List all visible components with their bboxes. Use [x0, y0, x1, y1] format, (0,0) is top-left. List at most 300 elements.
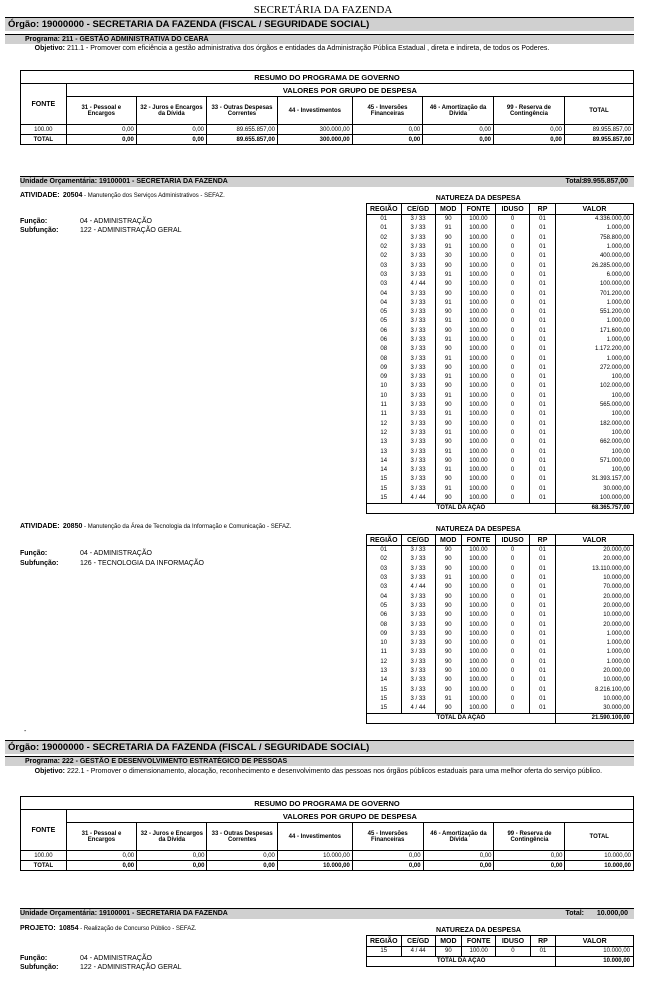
orgao-bar: Órgão: 19000000 - SECRETARIA DA FAZENDA (FISCAL / SEGURIDADE SOCIAL) — [5, 740, 634, 754]
table-cell: 3 / 33 — [401, 546, 435, 556]
table-cell: 3 / 33 — [401, 382, 435, 391]
col-header: REGIÃO — [367, 936, 402, 947]
table-cell: 1.000,00 — [555, 317, 633, 326]
table-cell: 0 — [496, 243, 530, 252]
value-cell: 0,00 — [207, 851, 277, 861]
table-cell: 91 — [435, 410, 461, 419]
table-row — [367, 565, 634, 574]
table-cell: 100.000,00 — [555, 280, 633, 289]
table-cell: 03 — [367, 261, 402, 270]
table-row — [367, 215, 634, 225]
table-row — [367, 685, 634, 694]
table-cell: 0 — [496, 574, 530, 583]
unidade-total-value: 89.955.857,00 — [583, 178, 628, 185]
table-cell: 20.000,00 — [555, 620, 633, 629]
table-cell: 100,00 — [555, 447, 633, 456]
unidade-bar — [20, 176, 634, 187]
table-cell: 3 / 33 — [401, 224, 435, 233]
total-cell: 89.955.857,00 — [564, 135, 633, 145]
table-cell: 91 — [435, 373, 461, 382]
table-cell: 10.000,00 — [555, 695, 633, 704]
table-cell: 0 — [496, 592, 530, 601]
table-cell: 90 — [435, 546, 461, 556]
table-cell: 91 — [435, 392, 461, 401]
value-cell: 0,00 — [137, 851, 207, 861]
atividade-desc: Manutenção da Área de Tecnologia da Informação e Comunicação - SEFAZ. — [87, 524, 292, 530]
table-cell: 0 — [496, 620, 530, 629]
table-cell: 3 / 33 — [401, 574, 435, 583]
table-cell: 90 — [435, 667, 461, 676]
value-cell: 10.000,00 — [277, 851, 352, 861]
table-cell: 3 / 33 — [401, 373, 435, 382]
table-cell: 90 — [435, 261, 461, 270]
table-cell: 01 — [530, 947, 556, 957]
total-cell: 0,00 — [352, 135, 423, 145]
table-row — [367, 546, 634, 556]
col-header: FONTE — [462, 936, 496, 947]
table-cell: 3 / 33 — [401, 667, 435, 676]
table-cell: 90 — [435, 475, 461, 484]
table-cell: 20.000,00 — [555, 546, 633, 556]
table-row — [367, 327, 634, 336]
table-cell: 100.00 — [461, 215, 495, 225]
table-cell: 0 — [496, 261, 530, 270]
total-cell: 0,00 — [352, 861, 423, 871]
total-cell: 0,00 — [137, 861, 207, 871]
table-cell: 01 — [530, 243, 556, 252]
table-cell: 03 — [367, 583, 402, 592]
table-cell: 01 — [530, 704, 556, 714]
table-cell: 01 — [530, 648, 556, 657]
col-header: IDUSO — [496, 936, 530, 947]
table-cell: 8.216.100,00 — [555, 685, 633, 694]
col-header: VALOR — [555, 535, 633, 546]
total-cell: 0,00 — [136, 135, 206, 145]
table-cell: 0 — [496, 485, 530, 494]
funcao-value: 04 - ADMINISTRAÇÃO — [80, 955, 152, 962]
table-cell: 100.00 — [461, 457, 495, 466]
table-cell: 100.00 — [461, 648, 495, 657]
table-cell: 02 — [367, 252, 402, 261]
objetivo — [5, 767, 634, 777]
col-header: 31 - Pessoal e Encargos — [66, 97, 136, 125]
table-cell: 100.00 — [461, 261, 495, 270]
subfuncao-value: 122 - ADMINISTRAÇÃO GERAL — [80, 964, 182, 971]
table-cell: 3 / 33 — [401, 466, 435, 475]
objetivo-text: 222.1 - Promover o dimensionamento, alocação, reconhecimento e desenvolvimento das pessoas nos órgãos públicos estaduais para uma melhor oferta do serviço público. — [67, 768, 603, 775]
table-cell: 100.00 — [461, 308, 495, 317]
table-cell: 3 / 33 — [401, 234, 435, 243]
table-cell: 0 — [496, 364, 530, 373]
table-row — [367, 494, 634, 504]
table-cell: 91 — [435, 224, 461, 233]
col-fonte: FONTE — [21, 810, 67, 851]
table-cell: 3 / 33 — [401, 392, 435, 401]
col-header: 31 - Pessoal e Encargos — [66, 823, 136, 851]
programa-bar: Programa: 222 - GESTÃO E DESENVOLVIMENTO ESTRATÉGICO DE PESSOAS — [5, 756, 634, 766]
table-cell: 01 — [530, 475, 556, 484]
table-cell: 04 — [367, 289, 402, 298]
table-cell: 100.00 — [461, 280, 495, 289]
table-row — [367, 457, 634, 466]
table-cell: 100.00 — [461, 317, 495, 326]
table-cell: 272.000,00 — [555, 364, 633, 373]
table-cell: 3 / 33 — [401, 252, 435, 261]
table-cell: 100,00 — [555, 392, 633, 401]
table-cell: 100.00 — [461, 243, 495, 252]
table-cell: 14 — [367, 676, 402, 685]
table-cell: 0 — [496, 382, 530, 391]
table-cell: 0 — [496, 457, 530, 466]
total-cell: 0,00 — [494, 135, 565, 145]
table-cell: 100.00 — [461, 429, 495, 438]
table-cell: 15 — [367, 704, 402, 714]
col-header: 32 - Juros e Encargos da Dívida — [136, 97, 206, 125]
table-cell: 20.000,00 — [555, 555, 633, 564]
table-cell: 3 / 33 — [401, 676, 435, 685]
table-cell: 90 — [435, 234, 461, 243]
natureza-header-row — [367, 535, 634, 546]
total-cell: 10.000,00 — [277, 861, 352, 871]
table-cell: 3 / 33 — [401, 243, 435, 252]
table-cell: 1.000,00 — [555, 299, 633, 308]
table-cell: 100.00 — [461, 410, 495, 419]
table-cell: 3 / 33 — [401, 648, 435, 657]
table-cell: 01 — [530, 280, 556, 289]
funcao-label: Função: — [20, 550, 48, 557]
table-cell: 100.00 — [461, 565, 495, 574]
table-cell: 90 — [435, 494, 461, 504]
table-row — [367, 592, 634, 601]
table-cell: 3 / 33 — [401, 410, 435, 419]
table-cell: 100.00 — [462, 947, 496, 957]
table-cell: 0 — [496, 420, 530, 429]
table-cell: 91 — [435, 317, 461, 326]
funcao-row — [20, 550, 365, 558]
table-cell: 01 — [530, 667, 556, 676]
valores-title: VALORES POR GRUPO DE DESPESA — [66, 810, 633, 823]
objetivo — [5, 44, 634, 54]
table-row — [367, 289, 634, 298]
table-cell: 100,00 — [555, 429, 633, 438]
table-row — [367, 252, 634, 261]
table-cell: 06 — [367, 336, 402, 345]
subfuncao-value: 126 - TECNOLOGIA DA INFORMAÇÃO — [80, 560, 204, 567]
table-cell: 01 — [530, 583, 556, 592]
table-cell: 3 / 33 — [401, 438, 435, 447]
table-cell: 0 — [496, 392, 530, 401]
table-cell: 1.000,00 — [555, 639, 633, 648]
table-cell: 100.00 — [461, 555, 495, 564]
table-cell: 0 — [496, 611, 530, 620]
table-cell: 01 — [367, 215, 402, 225]
col-header: IDUSO — [496, 535, 530, 546]
table-cell: 100.00 — [461, 392, 495, 401]
table-cell: 3 / 33 — [401, 345, 435, 354]
page-title: SECRETÁRIA DA FAZENDA — [253, 4, 393, 16]
table-row — [367, 364, 634, 373]
atividade-code: 20504 — [62, 192, 83, 199]
table-cell: 100.00 — [461, 438, 495, 447]
table-cell: 12 — [367, 658, 402, 667]
table-cell: 0 — [496, 289, 530, 298]
table-cell: 1.000,00 — [555, 224, 633, 233]
col-header: RP — [530, 204, 556, 215]
table-cell: 01 — [530, 658, 556, 667]
table-cell: 0 — [496, 676, 530, 685]
table-cell: 90 — [435, 658, 461, 667]
table-row — [367, 695, 634, 704]
table-cell: 4 / 44 — [401, 280, 435, 289]
table-cell: 01 — [530, 336, 556, 345]
table-cell: 3 / 33 — [401, 658, 435, 667]
table-cell: 0 — [496, 336, 530, 345]
col-header: 33 - Outras Despesas Correntes — [207, 823, 277, 851]
table-cell: 08 — [367, 354, 402, 363]
table-cell: 3 / 33 — [401, 327, 435, 336]
table-cell: 100.00 — [461, 466, 495, 475]
table-cell: 05 — [367, 317, 402, 326]
table-row — [367, 243, 634, 252]
table-cell: 01 — [530, 410, 556, 419]
table-cell: 31.393.157,00 — [555, 475, 633, 484]
table-cell: 01 — [530, 639, 556, 648]
table-cell: 0 — [496, 466, 530, 475]
table-row — [367, 420, 634, 429]
table-cell: 3 / 33 — [401, 289, 435, 298]
projeto-header: PROJETO: 10854 - Realização de Concurso Público - SEFAZ. — [20, 925, 197, 932]
col-header: 33 - Outras Despesas Correntes — [207, 97, 278, 125]
table-cell: 15 — [367, 947, 402, 957]
table-row — [367, 336, 634, 345]
table-cell: 0 — [496, 639, 530, 648]
table-cell: 91 — [435, 695, 461, 704]
table-cell: 91 — [435, 466, 461, 475]
table-row — [367, 261, 634, 270]
value-cell: 0,00 — [136, 125, 206, 135]
subfuncao-label: Subfunção: — [20, 560, 59, 567]
table-cell: 1.000,00 — [555, 336, 633, 345]
table-cell: 10.000,00 — [555, 611, 633, 620]
table-cell: 01 — [530, 676, 556, 685]
table-cell: 0 — [496, 327, 530, 336]
table-cell: 91 — [435, 243, 461, 252]
total-row — [367, 504, 634, 514]
natureza-caption-row — [367, 193, 634, 204]
table-cell: 90 — [435, 555, 461, 564]
table-cell: 171.600,00 — [555, 327, 633, 336]
col-header: CE/GD — [401, 936, 435, 947]
table-row — [367, 271, 634, 280]
table-cell: 01 — [530, 289, 556, 298]
table-cell: 100.00 — [461, 224, 495, 233]
table-cell: 08 — [367, 345, 402, 354]
total-cell: 300.000,00 — [277, 135, 352, 145]
table-cell: 90 — [435, 602, 461, 611]
col-header: VALOR — [555, 204, 633, 215]
value-cell: 89.655.857,00 — [207, 125, 278, 135]
table-cell: 01 — [530, 373, 556, 382]
table-cell: 02 — [367, 234, 402, 243]
table-cell: 01 — [530, 327, 556, 336]
table-cell: 100.00 — [461, 336, 495, 345]
col-header: 44 - Investimentos — [277, 97, 352, 125]
table-cell: 0 — [496, 602, 530, 611]
table-cell: 14 — [367, 466, 402, 475]
table-cell: 01 — [530, 392, 556, 401]
table-cell: 3 / 33 — [401, 475, 435, 484]
table-row — [367, 639, 634, 648]
total-row — [367, 957, 634, 967]
table-cell: 100.00 — [461, 685, 495, 694]
table-cell: 0 — [496, 373, 530, 382]
natureza-title: NATUREZA DA DESPESA — [436, 926, 521, 934]
table-cell: 3 / 33 — [401, 592, 435, 601]
value-cell: 0,00 — [66, 125, 136, 135]
total-cell: 0,00 — [494, 861, 565, 871]
table-cell: 01 — [530, 574, 556, 583]
table-cell: 09 — [367, 364, 402, 373]
table-cell: 01 — [530, 630, 556, 639]
table-cell: 3 / 33 — [401, 485, 435, 494]
value-cell: 0,00 — [423, 851, 494, 861]
table-cell: 15 — [367, 494, 402, 504]
value-cell: 10.000,00 — [565, 851, 634, 861]
table-row — [367, 555, 634, 564]
value-cell: 0,00 — [352, 125, 423, 135]
total-value: 68.365.757,00 — [555, 504, 633, 514]
table-cell: 571.000,00 — [555, 457, 633, 466]
resumo-table — [20, 796, 634, 871]
col-header: 32 - Juros e Encargos da Dívida — [137, 823, 207, 851]
natureza-header-row — [367, 204, 634, 215]
table-cell: 3 / 33 — [401, 620, 435, 629]
table-row — [367, 345, 634, 354]
table-cell: 01 — [530, 611, 556, 620]
table-row — [367, 667, 634, 676]
total-label: TOTAL — [21, 135, 67, 145]
table-cell: 91 — [435, 336, 461, 345]
table-row — [367, 317, 634, 326]
table-cell: 90 — [435, 611, 461, 620]
table-cell: 91 — [435, 299, 461, 308]
col-header: 46 - Amortização da Dívida — [423, 97, 494, 125]
table-cell: 100.00 — [461, 447, 495, 456]
table-cell: 100.00 — [461, 382, 495, 391]
table-cell: 1.000,00 — [555, 648, 633, 657]
atividade-desc: Manutenção dos Serviços Administrativos - SEFAZ. — [87, 193, 225, 199]
table-cell: 90 — [435, 345, 461, 354]
atividade-label: ATIVIDADE: — [20, 523, 60, 530]
projeto-desc: Realização de Concurso Público - SEFAZ. — [83, 926, 197, 932]
table-cell: 91 — [435, 271, 461, 280]
subfuncao-row — [20, 560, 365, 568]
table-cell: 15 — [367, 485, 402, 494]
table-cell: 15 — [367, 695, 402, 704]
col-header: 99 - Reserva de Contingência — [494, 97, 565, 125]
col-header: RP — [530, 535, 556, 546]
natureza-table — [366, 524, 634, 724]
total-cell: 0,00 — [66, 135, 136, 145]
col-header: REGIÃO — [367, 204, 402, 215]
table-row — [367, 299, 634, 308]
table-cell: 100.00 — [461, 494, 495, 504]
table-cell: 1.000,00 — [555, 630, 633, 639]
table-cell: 01 — [530, 252, 556, 261]
table-cell: 100.00 — [461, 695, 495, 704]
table-cell: 90 — [435, 382, 461, 391]
col-header: MOD — [435, 204, 461, 215]
table-cell: 3 / 33 — [401, 299, 435, 308]
natureza-title: NATUREZA DA DESPESA — [435, 525, 521, 533]
table-cell: 100.00 — [461, 639, 495, 648]
table-cell: 01 — [530, 466, 556, 475]
table-cell: 100.00 — [461, 574, 495, 583]
table-cell: 100.00 — [461, 602, 495, 611]
table-cell: 90 — [435, 327, 461, 336]
table-cell: 3 / 33 — [401, 271, 435, 280]
total-cell: 0,00 — [423, 861, 494, 871]
col-fonte: FONTE — [21, 84, 67, 125]
table-cell: 01 — [530, 429, 556, 438]
value-cell: 300.000,00 — [277, 125, 352, 135]
table-cell: 15 — [367, 685, 402, 694]
table-cell: 3 / 33 — [401, 429, 435, 438]
natureza-header-row — [367, 936, 634, 947]
table-cell: 0 — [496, 583, 530, 592]
table-cell: 06 — [367, 327, 402, 336]
table-cell: 01 — [530, 695, 556, 704]
table-cell: 1.000,00 — [555, 354, 633, 363]
col-header: 45 - Inversões Financeiras — [352, 97, 423, 125]
table-row — [367, 630, 634, 639]
col-header: MOD — [435, 936, 461, 947]
unidade-label: Unidade Orçamentária: 19100001 - SECRETARIA DA FAZENDA — [20, 178, 228, 185]
table-row — [367, 280, 634, 289]
col-header: IDUSO — [496, 204, 530, 215]
table-cell: 0 — [496, 354, 530, 363]
table-cell: 90 — [435, 420, 461, 429]
table-cell: 0 — [496, 447, 530, 456]
col-header: TOTAL — [565, 823, 634, 851]
col-header: FONTE — [461, 204, 495, 215]
table-cell: 01 — [530, 546, 556, 556]
table-cell: 30 — [435, 252, 461, 261]
table-cell: 0 — [496, 429, 530, 438]
fonte-cell: 100.00 — [21, 125, 67, 135]
table-cell: 90 — [435, 401, 461, 410]
table-cell: 01 — [530, 602, 556, 611]
table-cell: 91 — [435, 429, 461, 438]
value-cell: 0,00 — [494, 125, 565, 135]
subfuncao-row — [20, 227, 365, 235]
table-cell: 3 / 33 — [401, 364, 435, 373]
col-header: 46 - Amortização da Dívida — [423, 823, 494, 851]
table-cell: 100.00 — [461, 620, 495, 629]
table-cell: 662.000,00 — [555, 438, 633, 447]
table-cell: 90 — [435, 592, 461, 601]
col-header: CE/GD — [401, 204, 435, 215]
table-cell: 70.000,00 — [555, 583, 633, 592]
table-row — [367, 485, 634, 494]
table-cell: 01 — [530, 261, 556, 270]
total-cell: 0,00 — [207, 861, 277, 871]
table-cell: 01 — [530, 317, 556, 326]
total-label: TOTAL DA AÇÃO — [367, 957, 556, 967]
table-row — [367, 401, 634, 410]
table-cell: 90 — [435, 583, 461, 592]
table-cell: 3 / 33 — [401, 639, 435, 648]
